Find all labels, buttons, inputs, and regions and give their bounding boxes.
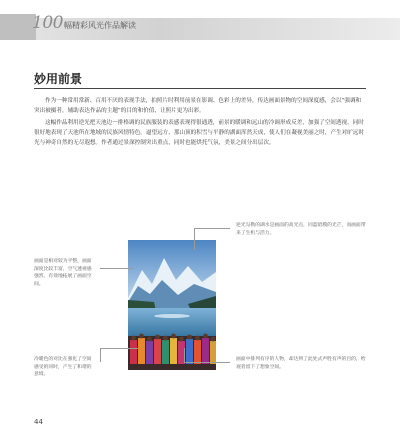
page-number: 44: [34, 418, 43, 426]
section-title: 妙用前景: [34, 72, 83, 86]
callout-line-left-lower-horizontal: [100, 348, 138, 349]
header-number: 100: [32, 13, 63, 33]
callout-line-bottom-right-horizontal: [184, 362, 230, 363]
header-accent-block: [0, 14, 36, 40]
callout-line-bottom-right: [184, 348, 185, 362]
title-divider: [34, 88, 366, 89]
callout-note-bottom-right: 画面中排列有序的人物，却达到了此处式声胜有声的目的，给观者留下了想象空间。: [236, 357, 366, 370]
callout-note-left-upper: 画面是相对较为平整，画面深度比较丰富，空气透视感强烈，有效地拓展了画面空间。: [34, 259, 92, 287]
callout-line-left-lower-vertical: [100, 348, 101, 362]
landscape-photo: [128, 240, 216, 370]
body-paragraph-2: 这幅作品利用逆光把天池边一排格调的民族服装的表感表现得很通透，前景的暖调和远山的冷调形成反差，加强了空间透视。同时很好地表现了天池所在地域的民族风情特色。逼望远方，那山顶的积雪与平静的湖面浑然天成，使人们在凝视美丽之时，产生对旷远时光与神奇自然的无尽遐想。作者通过景深控制突出重点，同时也能烘托气氛，美景之间分出层次。: [34, 120, 365, 146]
callout-note-left-lower: 冷暖色的对比在强化了空间感受的同时，产生了和谐的意境。: [34, 357, 92, 378]
callout-line-top-right-vertical: [194, 228, 195, 250]
header-title: 幅精彩风光作品解读: [64, 21, 136, 30]
body-paragraph-1: 作为一种常用常新、百用不厌的表现手法，拍照片时利用前景在影调、色彩上的差异，传达画面景物的空间深度感，会以“强调和突出被摄者，辅助表达作品的主题”的目的和价值，让照片更为出彩。: [34, 98, 362, 114]
callout-line-left-upper: [100, 268, 134, 269]
callout-line-top-right-horizontal: [194, 228, 230, 229]
callout-note-top-right: 逆光勾勒的湖水是画面的高光点，同蓝暗膜的光芒，而画面带来了生机与活力。: [236, 223, 366, 236]
body-text: [34, 96, 366, 150]
